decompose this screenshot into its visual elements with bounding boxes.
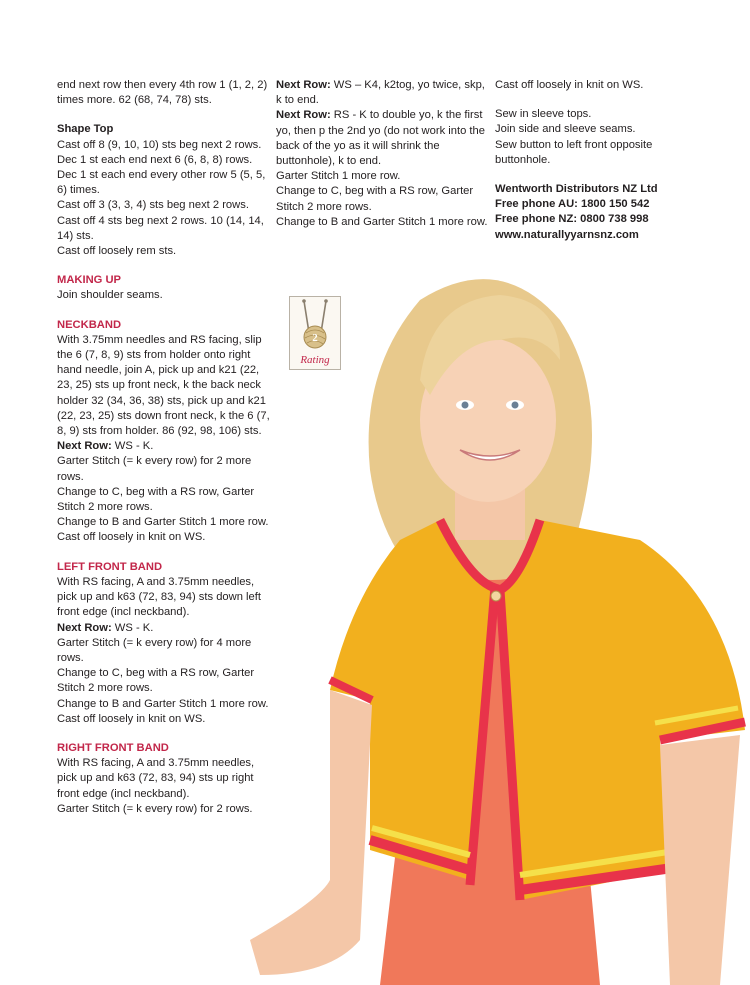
sew-line: Sew button to left front opposite buttonhole. (495, 138, 653, 166)
rating-label: Rating (300, 354, 330, 366)
col2-line: Change to B and Garter Stitch 1 more row. (276, 215, 488, 228)
model-photo (0, 270, 750, 985)
contact-phone-au: Free phone AU: 1800 150 542 (495, 198, 650, 211)
cardigan-button (491, 591, 501, 601)
shape-top-heading: Shape Top (57, 123, 114, 136)
neckband-line: Garter Stitch (= k every row) for 2 more rows. (57, 455, 252, 483)
left-front-band-heading: LEFT FRONT BAND (57, 560, 163, 573)
col2-line: Garter Stitch 1 more row. (276, 170, 401, 183)
making-up-heading: MAKING UP (57, 274, 122, 287)
neckband-line: Change to B and Garter Stitch 1 more row. (57, 516, 269, 529)
sew-line: Sew in sleeve tops. (495, 108, 592, 121)
next-row-text: WS - K. (111, 440, 154, 453)
next-row-label: Next Row: (57, 440, 112, 453)
next-row-label: Next Row: (276, 79, 331, 91)
contact-website[interactable]: www.naturallyyarnsnz.com (495, 228, 639, 241)
contact-company: Wentworth Distributors NZ Ltd (495, 183, 658, 196)
neckband-heading: NECKBAND (57, 318, 122, 331)
shape-top-line: Cast off 3 (3, 3, 4) sts beg next 2 rows. (57, 199, 249, 212)
next-row-text: WS - K. (111, 621, 154, 634)
next-row-text: WS – K4, k2tog, yo twice, skp, k to end. (276, 79, 485, 107)
rating-number: 2 (312, 332, 318, 344)
neckband-line: Change to C, beg with a RS row, Garter Stitch 2 more rows. (57, 485, 255, 514)
shape-top-line: Dec 1 st each end next 6 (6, 8, 8) rows. (57, 153, 253, 166)
right-front-band-paragraph: With RS facing, A and 3.75mm needles, pick up and k63 (72, 83, 94) sts up right front edge (incl neckband). (57, 757, 255, 800)
buttonhole-row-2 (276, 108, 491, 169)
shape-top-line: Dec 1 st each end every other row 5 (5, 5, 6) times. (57, 169, 266, 197)
next-row-label: Next Row: (57, 621, 112, 634)
cast-off-line: Cast off loosely in knit on WS. (495, 79, 644, 91)
next-row-label: Next Row: (276, 109, 331, 122)
contact-phone-nz: Free phone NZ: 0800 738 998 (495, 213, 649, 226)
sew-line: Join side and sleeve seams. (495, 123, 636, 136)
buttonhole-row-1 (276, 78, 491, 108)
left-front-band-paragraph: With RS facing, A and 3.75mm needles, pick up and k63 (72, 83, 94) sts down left front edge (incl neckband). (57, 575, 261, 619)
making-up-line: Join shoulder seams. (57, 289, 163, 302)
intro-text: end next row then every 4th row 1 (1, 2, 2) times more. 62 (68, 74, 78) sts. (57, 79, 268, 107)
shape-top-line: Cast off loosely rem sts. (57, 245, 177, 258)
left-front-band-line: Garter Stitch (= k every row) for 4 more rows. (57, 636, 252, 664)
shape-top-line: Cast off 4 sts beg next 2 rows. 10 (14, 14, 14) sts. (57, 214, 264, 242)
left-front-band-line: Change to C, beg with a RS row, Garter Stitch 2 more rows. (57, 667, 255, 695)
next-row-text: RS - K to double yo, k the first yo, then p the 2nd yo (do not work into the back of the yo as it will shrink the buttonhole), k to end. (276, 109, 485, 168)
neckband-paragraph: With 3.75mm needles and RS facing, slip the 6 (7, 8, 9) sts from holder onto right hand needle, join A, pick up and k21 (22, 23, 25) sts up front neck, k the back neck holder 32 (34, 36, 38) sts, pick up and k21 (22, 23, 25) sts down front neck, k the 6 (7, 8, 9) sts from holder. 86 (92, 98, 106) sts. (57, 333, 270, 438)
left-front-band-line: Change to B and Garter Stitch 1 more row. (57, 697, 269, 710)
right-arm (660, 735, 740, 985)
right-front-band-heading: RIGHT FRONT BAND (57, 741, 169, 754)
col2-line: Change to C, beg with a RS row, Garter Stitch 2 more rows. (276, 185, 474, 213)
pattern-column-2 (276, 78, 491, 230)
neckband-line: Cast off loosely in knit on WS. (57, 531, 206, 544)
right-front-band-line: Garter Stitch (= k every row) for 2 rows. (57, 802, 253, 815)
left-front-band-line: Cast off loosely in knit on WS. (57, 712, 206, 725)
pattern-column-3 (495, 78, 695, 243)
shape-top-line: Cast off 8 (9, 10, 10) sts beg next 2 rows. (57, 138, 262, 151)
left-arm (250, 690, 372, 975)
